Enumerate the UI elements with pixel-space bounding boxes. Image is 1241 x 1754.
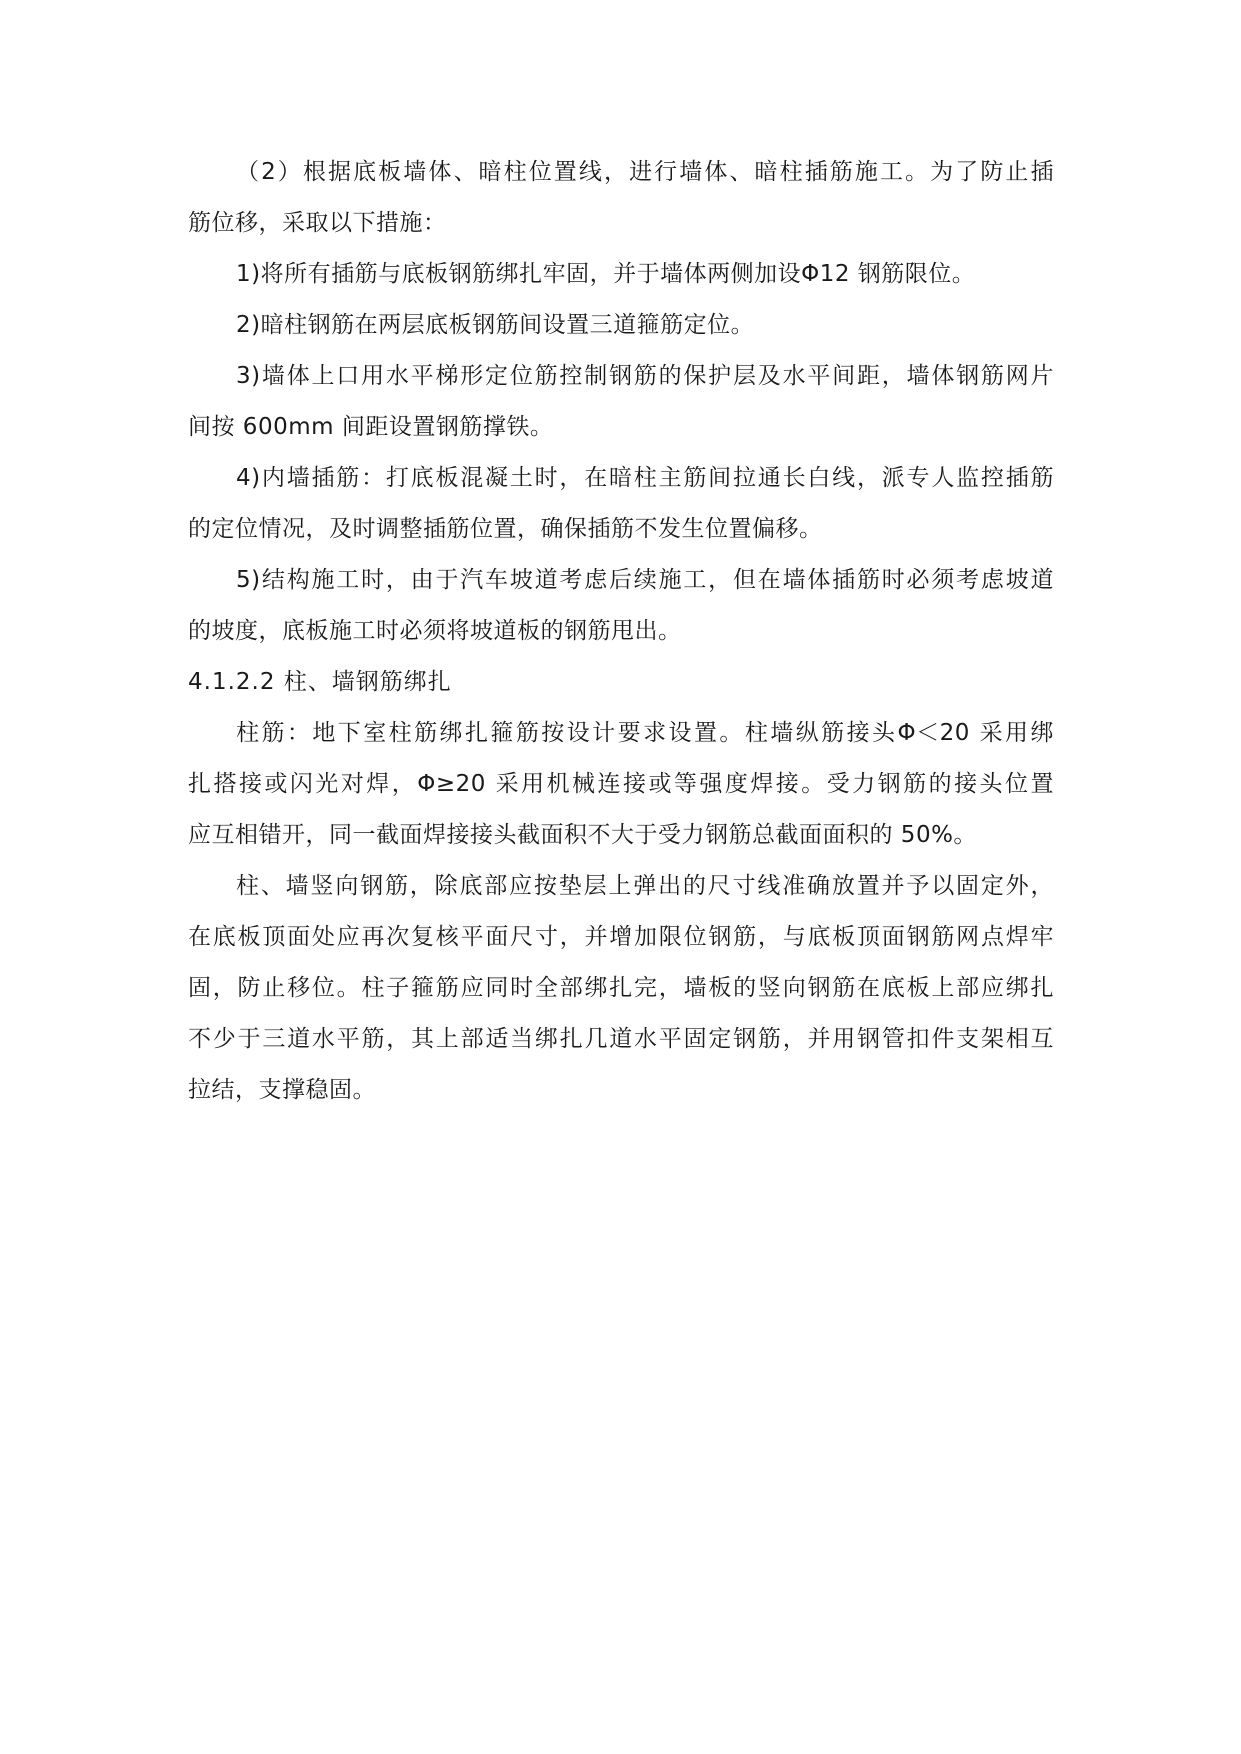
text-line: 柱、墙竖向钢筋，除底部应按垫层上弹出的尺寸线准确放置并予以固定外，	[236, 873, 1054, 899]
text-line: 的定位情况，及时调整插筋位置，确保插筋不发生位置偏移。	[188, 516, 823, 542]
text-line: 的坡度，底板施工时必须将坡道板的钢筋甩出。	[188, 618, 682, 644]
text-line: 5)结构施工时，由于汽车坡道考虑后续施工，但在墙体插筋时必须考虑坡道	[236, 567, 1054, 593]
text-line: 扎搭接或闪光对焊，Φ≥20 采用机械连接或等强度焊接。受力钢筋的接头位置	[188, 771, 1054, 797]
text-line: 4)内墙插筋：打底板混凝土时，在暗柱主筋间拉通长白线，派专人监控插筋	[236, 465, 1054, 491]
paragraph-6	[188, 555, 1054, 657]
text-line: 在底板顶面处应再次复核平面尺寸，并增加限位钢筋，与底板顶面钢筋网点焊牢	[188, 924, 1054, 950]
text-line: 应互相错开，同一截面焊接接头截面积不大于受力钢筋总截面面积的 50%。	[188, 822, 977, 848]
text-line: （2）根据底板墙体、暗柱位置线，进行墙体、暗柱插筋施工。为了防止插	[236, 159, 1054, 185]
text-line: 固，防止移位。柱子箍筋应同时全部绑扎完，墙板的竖向钢筋在底板上部应绑扎	[188, 975, 1054, 1001]
paragraph-2	[188, 249, 1054, 300]
text-line: 间按 600mm 间距设置钢筋撑铁。	[188, 414, 554, 440]
paragraph-4	[188, 351, 1054, 453]
text-line: 柱筋：地下室柱筋绑扎箍筋按设计要求设置。柱墙纵筋接头Φ＜20 采用绑	[236, 720, 1054, 746]
text-line: 1)将所有插筋与底板钢筋绑扎牢固，并于墙体两侧加设Φ12 钢筋限位。	[236, 261, 976, 287]
text-line: 不少于三道水平筋，其上部适当绑扎几道水平固定钢筋，并用钢管扣件支架相互	[188, 1026, 1054, 1052]
paragraph-3	[188, 300, 1054, 351]
paragraph-8	[188, 861, 1054, 1116]
section-heading	[188, 657, 1054, 708]
paragraph-1	[188, 147, 1054, 249]
heading-text: 4.1.2.2 柱、墙钢筋绑扎	[188, 669, 452, 695]
text-line: 2)暗柱钢筋在两层底板钢筋间设置三道箍筋定位。	[236, 312, 755, 338]
text-line: 拉结，支撑稳固。	[188, 1077, 376, 1103]
document-body	[188, 147, 1054, 1116]
text-line: 筋位移，采取以下措施：	[188, 210, 447, 236]
text-line: 3)墙体上口用水平梯形定位筋控制钢筋的保护层及水平间距，墙体钢筋网片	[236, 363, 1054, 389]
paragraph-7	[188, 708, 1054, 861]
paragraph-5	[188, 453, 1054, 555]
